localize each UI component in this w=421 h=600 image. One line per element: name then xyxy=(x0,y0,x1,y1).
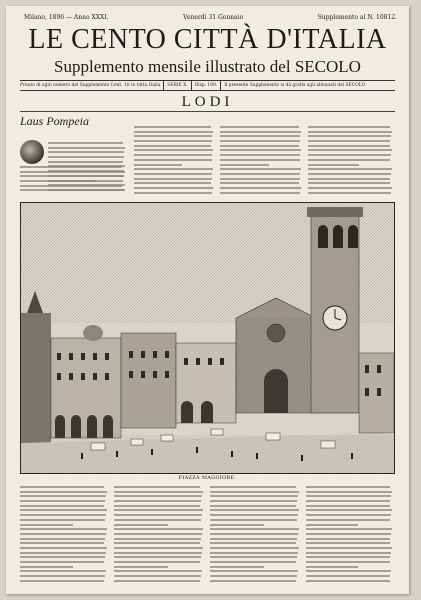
text-line xyxy=(20,552,106,554)
text-line xyxy=(306,570,391,572)
text-column xyxy=(308,126,393,198)
piazza-maggiore-illustration xyxy=(20,202,395,474)
text-line xyxy=(114,566,168,568)
text-line xyxy=(220,149,301,151)
dateline xyxy=(24,14,397,21)
text-line xyxy=(308,182,390,184)
section-rule xyxy=(20,111,395,112)
text-line xyxy=(114,495,202,497)
text-line xyxy=(306,495,391,497)
text-line xyxy=(306,552,391,554)
series-label: SERIE X. xyxy=(167,83,188,88)
text-line xyxy=(308,159,390,161)
text-line xyxy=(308,192,391,194)
text-line xyxy=(114,547,203,549)
text-line xyxy=(210,566,264,568)
text-line xyxy=(114,570,202,572)
text-line xyxy=(306,561,390,563)
text-line xyxy=(308,154,391,156)
text-line xyxy=(114,575,201,577)
text-line xyxy=(306,566,358,568)
text-line xyxy=(114,556,201,558)
text-line xyxy=(308,173,391,175)
text-line xyxy=(114,533,202,535)
text-line xyxy=(306,505,390,507)
text-line xyxy=(306,486,390,488)
text-line xyxy=(114,500,201,502)
illustration-caption: PIAZZA MAGGIORE. xyxy=(178,475,237,481)
issue-date: Venerdì 31 Gennaio xyxy=(183,14,244,21)
text-line xyxy=(308,178,390,180)
text-line xyxy=(134,126,211,128)
text-line xyxy=(210,495,298,497)
text-line xyxy=(134,154,212,156)
text-line xyxy=(306,547,392,549)
text-line xyxy=(308,135,391,137)
text-line xyxy=(210,538,297,540)
text-line xyxy=(210,552,298,554)
divider xyxy=(220,81,221,90)
text-line xyxy=(210,580,296,582)
text-line xyxy=(134,135,212,137)
text-column xyxy=(220,126,302,198)
text-line xyxy=(308,149,392,151)
text-line xyxy=(220,140,300,142)
text-line xyxy=(306,542,390,544)
text-line xyxy=(210,509,299,511)
text-line xyxy=(114,491,203,493)
text-line xyxy=(20,505,104,507)
text-line xyxy=(220,164,269,166)
text-line xyxy=(20,524,73,526)
text-line xyxy=(20,570,106,572)
text-line xyxy=(20,519,105,521)
text-line xyxy=(20,580,104,582)
text-line xyxy=(308,168,392,170)
text-line xyxy=(220,135,300,137)
divider xyxy=(163,81,164,90)
text-line xyxy=(210,570,298,572)
text-line xyxy=(220,145,299,147)
text-line xyxy=(220,131,301,133)
text-line xyxy=(20,180,123,182)
text-line xyxy=(308,145,390,147)
text-line xyxy=(114,538,201,540)
text-line xyxy=(20,542,104,544)
text-line xyxy=(210,575,297,577)
article-title: Laus Pompeia xyxy=(20,114,89,128)
text-line xyxy=(308,164,359,166)
text-line xyxy=(20,491,107,493)
text-line xyxy=(20,171,125,173)
text-line xyxy=(20,495,106,497)
text-line xyxy=(114,528,203,530)
text-line xyxy=(48,151,124,153)
text-column xyxy=(134,126,214,198)
text-line xyxy=(306,556,390,558)
text-line xyxy=(20,556,105,558)
text-line xyxy=(306,575,390,577)
text-line xyxy=(210,500,297,502)
text-line xyxy=(114,519,201,521)
text-line xyxy=(114,552,202,554)
dispensa-label: Disp. 109. xyxy=(194,83,218,88)
text-line xyxy=(20,547,107,549)
text-line xyxy=(220,126,299,128)
text-line xyxy=(134,192,212,194)
text-line xyxy=(20,500,105,502)
text-line xyxy=(220,182,299,184)
text-line xyxy=(134,187,213,189)
text-column xyxy=(114,486,204,586)
supplement-number: Supplemento al N. 10812. xyxy=(317,14,397,21)
text-line xyxy=(48,147,125,149)
text-column xyxy=(306,486,393,586)
text-line xyxy=(308,126,390,128)
masthead-subtitle: Supplemento mensile illustrato del SECOLO xyxy=(54,57,361,76)
text-line xyxy=(306,524,358,526)
text-line xyxy=(306,509,392,511)
text-line xyxy=(114,505,200,507)
text-line xyxy=(210,505,296,507)
text-line xyxy=(220,173,300,175)
text-line xyxy=(20,175,124,177)
text-line xyxy=(210,542,296,544)
text-line xyxy=(134,140,212,142)
text-line xyxy=(134,145,211,147)
text-line xyxy=(210,524,264,526)
text-line xyxy=(20,566,73,568)
text-line xyxy=(20,575,105,577)
text-line xyxy=(114,561,200,563)
text-line xyxy=(210,491,299,493)
text-line xyxy=(20,185,122,187)
text-line xyxy=(134,182,211,184)
text-line xyxy=(210,519,297,521)
text-line xyxy=(20,528,107,530)
text-line xyxy=(134,131,213,133)
text-line xyxy=(210,528,299,530)
text-column xyxy=(210,486,300,586)
text-line xyxy=(134,178,212,180)
newspaper-page xyxy=(6,6,409,594)
text-line xyxy=(306,514,391,516)
text-line xyxy=(308,187,392,189)
text-line xyxy=(134,149,213,151)
subscriber-note: Il presente Supplemento si dà gratis agli abbonati del SECOLO xyxy=(224,83,366,88)
text-line xyxy=(306,533,391,535)
text-line xyxy=(114,542,200,544)
text-line xyxy=(48,142,123,144)
coat-of-arms-icon xyxy=(20,140,44,164)
text-line xyxy=(210,533,298,535)
text-line xyxy=(20,189,125,191)
text-line xyxy=(220,154,300,156)
text-line xyxy=(114,514,202,516)
text-line xyxy=(20,538,105,540)
place-year: Milano, 1896 — Anno XXXI. xyxy=(24,14,109,21)
text-line xyxy=(210,547,299,549)
text-line xyxy=(20,561,104,563)
text-line xyxy=(114,509,203,511)
text-line xyxy=(220,168,301,170)
text-line xyxy=(134,168,213,170)
text-line xyxy=(220,159,300,161)
text-line xyxy=(306,580,390,582)
text-line xyxy=(134,173,212,175)
price-note: Prezzo di ogni numero del Supplemento Cent. 10 in tutta Italia xyxy=(20,83,161,88)
text-line xyxy=(306,538,390,540)
text-line xyxy=(20,514,106,516)
text-line xyxy=(20,166,122,168)
text-line xyxy=(20,533,106,535)
text-line xyxy=(114,486,200,488)
text-line xyxy=(308,131,392,133)
text-line xyxy=(306,528,392,530)
text-line xyxy=(20,486,104,488)
text-line xyxy=(134,164,182,166)
divider xyxy=(191,81,192,90)
text-line xyxy=(134,159,212,161)
text-line xyxy=(210,486,296,488)
text-line xyxy=(220,178,300,180)
text-line xyxy=(210,514,298,516)
text-line xyxy=(48,156,124,158)
price-bar xyxy=(20,80,395,91)
text-line xyxy=(114,524,168,526)
engraving-svg xyxy=(21,203,394,473)
text-line xyxy=(210,561,296,563)
text-line xyxy=(220,187,301,189)
section-title: LODI xyxy=(181,94,234,110)
text-line xyxy=(306,491,392,493)
text-line xyxy=(220,192,300,194)
text-column xyxy=(20,486,108,586)
text-column xyxy=(20,166,126,198)
text-line xyxy=(48,161,123,163)
masthead: LE CENTO CITTÀ D'ITALIA xyxy=(28,24,387,55)
text-line xyxy=(210,556,297,558)
text-line xyxy=(306,500,390,502)
text-line xyxy=(114,580,200,582)
text-line xyxy=(308,140,390,142)
text-line xyxy=(306,519,390,521)
text-line xyxy=(20,509,107,511)
